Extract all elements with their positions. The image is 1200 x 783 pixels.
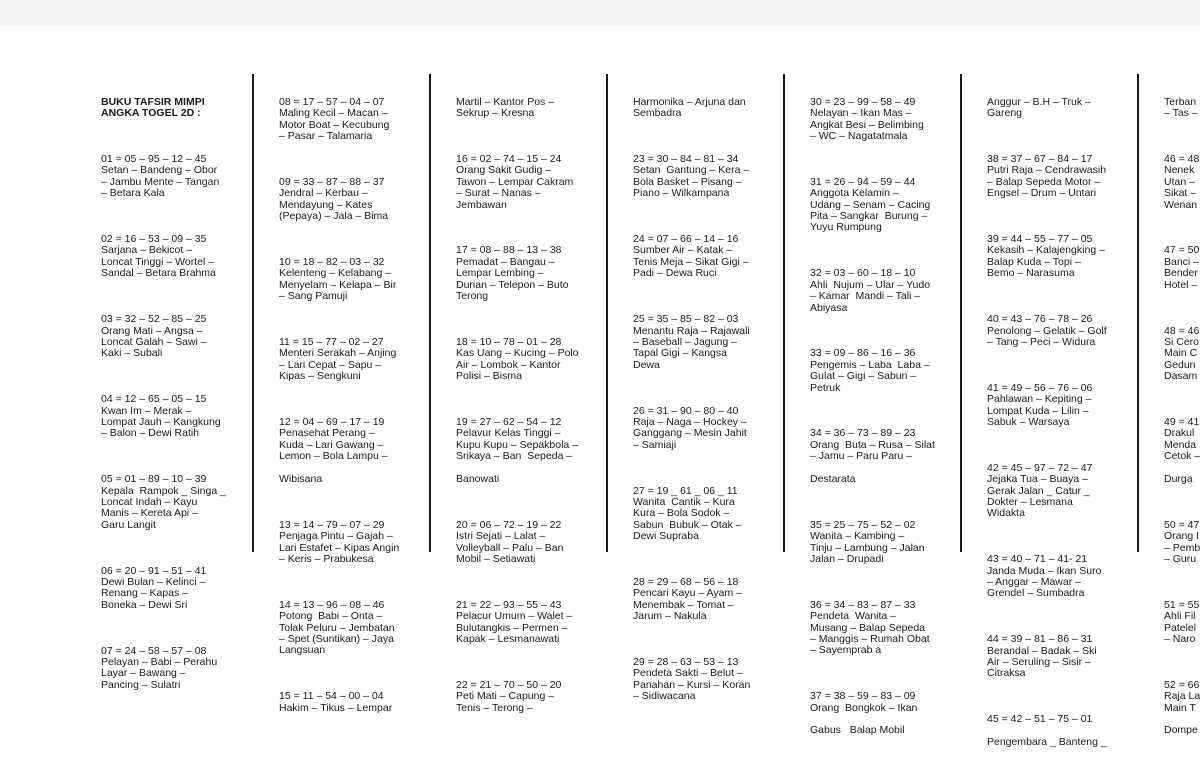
entry: 29 = 28 – 63 – 53 – 13 Pendeta Sakti – Belut – Panahan – Kursi – Koran – Sidiwacana (633, 656, 751, 703)
entry: 38 = 37 – 67 – 84 – 17 Putri Raja – Cendrawasih – Balap Sepeda Motor – Engsel – Drum – Untari (987, 153, 1107, 200)
column-6 (987, 74, 1107, 783)
column-2 (279, 74, 399, 748)
entry: 12 = 04 – 69 – 17 – 19 Penasehat Perang – Kuda – Lari Gawang – Lemon – Bola Lampu – Wibisana (279, 415, 388, 485)
entry: Harmonika – Arjuna dan Sembadra (633, 95, 746, 120)
entry: 15 = 11 – 54 – 00 – 04 Hakim – Tikus – Lempar (279, 690, 393, 714)
entry: 37 = 38 – 59 – 83 – 09 Orang Bongkok – Ikan Gabus Balap Mobil (810, 690, 918, 737)
entry: 44 = 39 – 81 – 86 – 31 Berandal – Badak – Ski Air – Seruling – Sisir – Citraksa (987, 633, 1097, 680)
entry: 48 = 46 Si Cero Main C Gedun Dasam (1164, 324, 1200, 383)
column-4 (633, 74, 750, 737)
column-1 (101, 74, 226, 726)
entry: 34 = 36 – 73 – 89 – 23 Orang Buta – Rusa – Silat – Jamu – Paru Paru – Destarata (810, 427, 935, 485)
entry: 41 = 49 – 56 – 76 – 06 Pahlawan – Kepiting – Lompat Kuda – Lilin – Sabuk – Warsaya (987, 381, 1093, 428)
entry: 11 = 15 – 77 – 02 – 27 Menteri Serakah – Anjing – Lari Cepat – Sapu – Kipas – Sengkuni (279, 335, 397, 383)
entry: 31 = 26 – 94 – 59 – 44 Anggota Kelamin – Udang – Senam – Cacing Pita – Sangkar Burung – Yuyu Rumpung (810, 175, 931, 234)
entry: 19 = 27 – 62 – 54 – 12 Pelavur Kelas Tinggi – Kupu Kupu – Sepakbola – Srikaya – Ban Sepeda – Banowati (456, 415, 579, 485)
column-divider (252, 74, 254, 552)
entry: 03 = 32 – 52 – 85 – 25 Orang Mati – Angsa – Loncat Galah – Sawi – Kaki – Subali (101, 313, 207, 360)
entry: 26 = 31 – 90 – 80 – 40 Raja – Naga – Hockey – Ganggang – Mesin Jahit – Samiaji (633, 404, 747, 451)
entry: 27 = 19 _ 61 _ 06 _ 11 Wanita Cantik – Kura Kura – Bola Sodok – Sabun Bubuk – Otak – Dewi Supraba (633, 484, 742, 543)
entry: 52 = 66 Raja La Main T Dompe (1164, 678, 1200, 737)
entry: 02 = 16 – 53 – 09 – 35 Sarjana – Bekicot – Loncat Tinggi – Wortel – Sandal – Betara Brahma (101, 233, 216, 280)
viewer-toolbar (0, 0, 1200, 26)
entry: 16 = 02 – 74 – 15 – 24 Orang Sakit Gudig – Tawon – Lempar Cakram – Surat – Nanas – Jembawan (456, 153, 574, 211)
entry: 20 = 06 – 72 – 19 – 22 Istri Sejati – Lalat – Volleyball – Palu – Ban Mobil – Setiawati (456, 518, 564, 565)
entry: 01 = 05 – 95 – 12 – 45 Setan – Bandeng – Obor – Jambu Mente – Tangan – Betara Kala (101, 153, 220, 200)
entry: 13 = 14 – 79 – 07 – 29 Penjaga Pintu – Gajah – Lari Estafet – Kipas Angin – Keris – Prabukesa (279, 518, 400, 565)
column-divider (783, 74, 785, 552)
entry: 06 = 20 – 91 – 51 – 41 Dewi Bulan – Kelinci – Renang – Kapas – Boneka – Dewi Sri (101, 564, 207, 611)
entry: 14 = 13 – 96 – 08 – 46 Potong Babi – Onta – Tolak Peluru – Jembatan – Spet (Suntikan) – Jaya Langsuan (279, 598, 395, 657)
entry: 40 = 43 – 76 – 78 – 26 Penolong – Gelatik – Golf – Tang – Peci – Widura (987, 313, 1107, 348)
entry: 04 = 12 – 65 – 05 – 15 Kwan Im – Merak – Lompat Jauh – Kangkung – Balon – Dewi Ratih (101, 393, 221, 440)
entry: 43 = 40 – 71 – 41- 21 Janda Muda – Ikan Suro – Anggar – Mawar – Grendel – Sumbadra (987, 553, 1102, 600)
document-title: BUKU TAFSIR MIMPI ANGKA TOGEL 2D : (101, 95, 205, 120)
entry: 05 = 01 – 89 – 10 – 39 Kepala Rampok _ Singa _ Loncat Indah – Kayu Manis – Kereta Api – Garu Langit (101, 473, 226, 531)
entry: 22 = 21 – 70 – 50 – 20 Peti Mati – Capung – Tenis – Terong – (456, 678, 562, 714)
entry: 35 = 25 – 75 – 52 – 02 Wanita – Kambing – Tinju – Lambung – Jalan Jalan – Drupadi (810, 518, 925, 565)
entry: Terban – Tas – (1164, 95, 1198, 120)
entry: 45 = 42 – 51 – 75 – 01 Pengembara _ Banteng _ (987, 713, 1107, 749)
column-3 (456, 74, 579, 748)
entry: 32 = 03 – 60 – 18 – 10 Ahli Nujum – Ular – Yudo – Kamar Mandi – Tali – Abiyasa (810, 267, 931, 314)
entry: 10 = 18 – 82 – 03 – 32 Kelenteng – Kelabang – Menyelam – Kelapa – Bir – Sang Pamuji (279, 255, 397, 303)
entry: 33 = 09 – 86 – 16 – 36 Pengemis – Laba Laba – Gulat – Gigi – Sabun – Petruk (810, 347, 930, 394)
entry: 21 = 22 – 93 – 55 – 43 Pelacur Umum – Walet – Bulutangkis – Permen – Kapak – Lesmanawati (456, 598, 573, 646)
entry: 09 = 33 – 87 – 88 – 37 Jendral – Kerbau – Mendayung – Kates (Pepaya) – Jala – Bima (279, 175, 389, 223)
entry: 30 = 23 – 99 – 58 – 49 Nelayan – Ikan Mas – Angkat Besi – Belimbing – WC – Nagatatmala (810, 95, 924, 143)
entry: 08 = 17 – 57 – 04 – 07 Maling Kecil – Macan – Motor Boat – Kecubung – Pasar – Talamaria (279, 95, 390, 143)
entry: 50 = 47 Orang I – Pemb – Guru (1164, 518, 1200, 565)
entry: 23 = 30 – 84 – 81 – 34 Setan Gantung – Kera – Bola Basket – Pisang – Piano – Wilkampana (633, 153, 750, 200)
document-page (0, 26, 1200, 749)
entry: 46 = 48 Nenek Utan – Sikat – Wenan (1164, 153, 1200, 211)
entry: 49 = 41 Drakul Menda Cetok – Durga (1164, 415, 1200, 485)
column-divider (606, 74, 608, 552)
column-divider (429, 74, 431, 552)
entry: 42 = 45 – 97 – 72 – 47 Jejaka Tua – Buaya – Gerak Jalan _ Catur _ Dokter – Lesmana Widakta (987, 461, 1093, 520)
column-divider (1137, 74, 1139, 552)
entry: Martil – Kantor Pos – Sekrup – Kresna (456, 95, 555, 120)
entry: 47 = 50 Banci – Bender Hotel – (1164, 244, 1200, 291)
entry: 17 = 08 – 88 – 13 – 38 Pemadat – Bangau – Lempar Lembing – Durian – Telepon – Buto Terong (456, 244, 569, 303)
entry: Anggur – B.H – Truk – Gareng (987, 95, 1091, 120)
entry: 18 = 10 – 78 – 01 – 28 Kas Uang – Kucing – Polo Air – Lombok – Kantor Polisi – Bisma (456, 335, 579, 383)
column-5 (810, 74, 935, 771)
entry: 25 = 35 – 85 – 82 – 03 Menantu Raja – Rajawali – Baseball – Jagung – Tapal Gigi – Kangsa Dewa (633, 313, 750, 371)
entry: 28 = 29 – 68 – 56 – 18 Pencari Kayu – Ayam – Menembak – Tomat – Jarum – Nakula (633, 576, 742, 623)
entry: 07 = 24 – 58 – 57 – 08 Pelayan – Babi – Perahu Layar – Bawang – Pancing – Sulatri (101, 644, 218, 691)
entry: 24 = 07 – 66 – 14 – 16 Sumber Air – Katak – Tenis Meja – Sikat Gigi – Padi – Dewa Ruci (633, 233, 749, 280)
column-divider (960, 74, 962, 552)
column-7-partial (1164, 74, 1200, 771)
entry: 36 = 34 – 83 – 87 – 33 Pendeta Wanita – Musang – Balap Sepeda – Manggis – Rumah Obat – Sayemprab a (810, 598, 930, 657)
entry: 51 = 55 Ahli Fil Patelel – Naro (1164, 598, 1200, 646)
entry: 39 = 44 – 55 – 77 – 05 Kekasih – Kalajengking – Balap Kuda – Topi – Bemo – Narasuma (987, 233, 1105, 280)
